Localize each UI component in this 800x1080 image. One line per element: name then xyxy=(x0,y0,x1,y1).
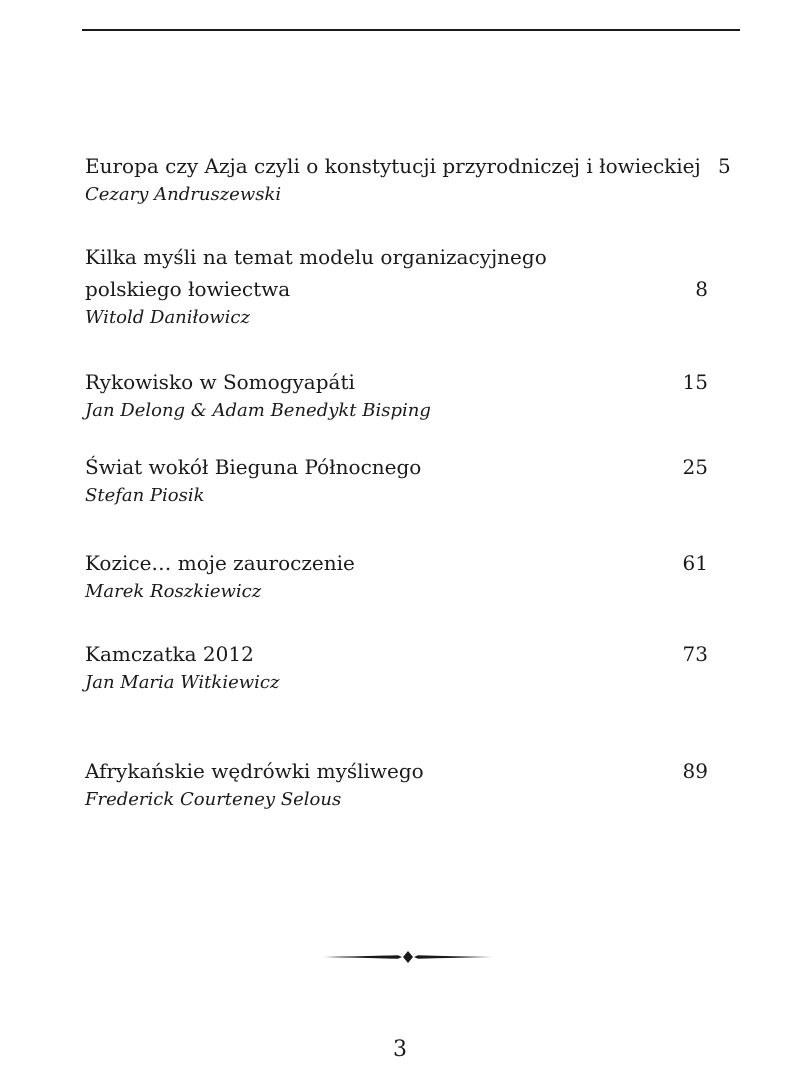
toc-entry xyxy=(85,638,708,696)
page-number: 3 xyxy=(393,1037,407,1062)
toc-page-number: 25 xyxy=(682,455,708,479)
toc-author: Witold Daniłowicz xyxy=(85,307,250,328)
toc-entry xyxy=(85,366,708,424)
toc-author: Stefan Piosik xyxy=(85,485,205,506)
toc-title-line xyxy=(85,638,708,670)
toc-page-number: 15 xyxy=(682,370,708,394)
toc-page-number: 8 xyxy=(695,277,708,301)
toc-title: Afrykańskie wędrówki myśliwego xyxy=(85,759,424,783)
diamond-flourish-icon xyxy=(324,948,492,966)
toc-title: Kilka myśli na temat modelu organizacyjnego xyxy=(85,245,547,269)
header-rule xyxy=(82,29,740,31)
toc-page-number: 89 xyxy=(682,759,708,783)
toc-entry xyxy=(85,451,708,509)
toc-author: Marek Roszkiewicz xyxy=(85,581,262,602)
toc-page-number: 5 xyxy=(718,154,731,178)
toc-title: Europa czy Azja czyli o konstytucji przyrodniczej i łowieckiej xyxy=(85,154,701,178)
toc-author: Jan Delong & Adam Benedykt Bisping xyxy=(85,400,431,421)
toc-title-line xyxy=(85,755,708,787)
toc-title: Kozice… moje zauroczenie xyxy=(85,551,355,575)
toc-author: Cezary Andruszewski xyxy=(85,184,282,205)
toc-page-number: 73 xyxy=(682,642,708,666)
toc-title-line xyxy=(85,451,708,483)
toc-title-line xyxy=(85,366,708,398)
toc-entry xyxy=(85,755,708,813)
toc-title-line xyxy=(85,150,731,182)
toc-entry xyxy=(85,241,708,331)
toc-title: Rykowisko w Somogyapáti xyxy=(85,370,355,394)
toc-title-line xyxy=(85,547,708,579)
toc-title-line xyxy=(85,241,708,273)
toc-entry xyxy=(85,547,708,605)
toc-entry xyxy=(85,150,731,208)
toc-page-number: 61 xyxy=(682,551,708,575)
toc-author: Jan Maria Witkiewicz xyxy=(85,672,280,693)
toc-title: Kamczatka 2012 xyxy=(85,642,254,666)
toc-author: Frederick Courteney Selous xyxy=(85,789,342,810)
toc-title-line xyxy=(85,273,708,305)
toc-title: Świat wokół Bieguna Północnego xyxy=(85,455,422,479)
toc-title-continued: polskiego łowiectwa xyxy=(85,277,291,301)
